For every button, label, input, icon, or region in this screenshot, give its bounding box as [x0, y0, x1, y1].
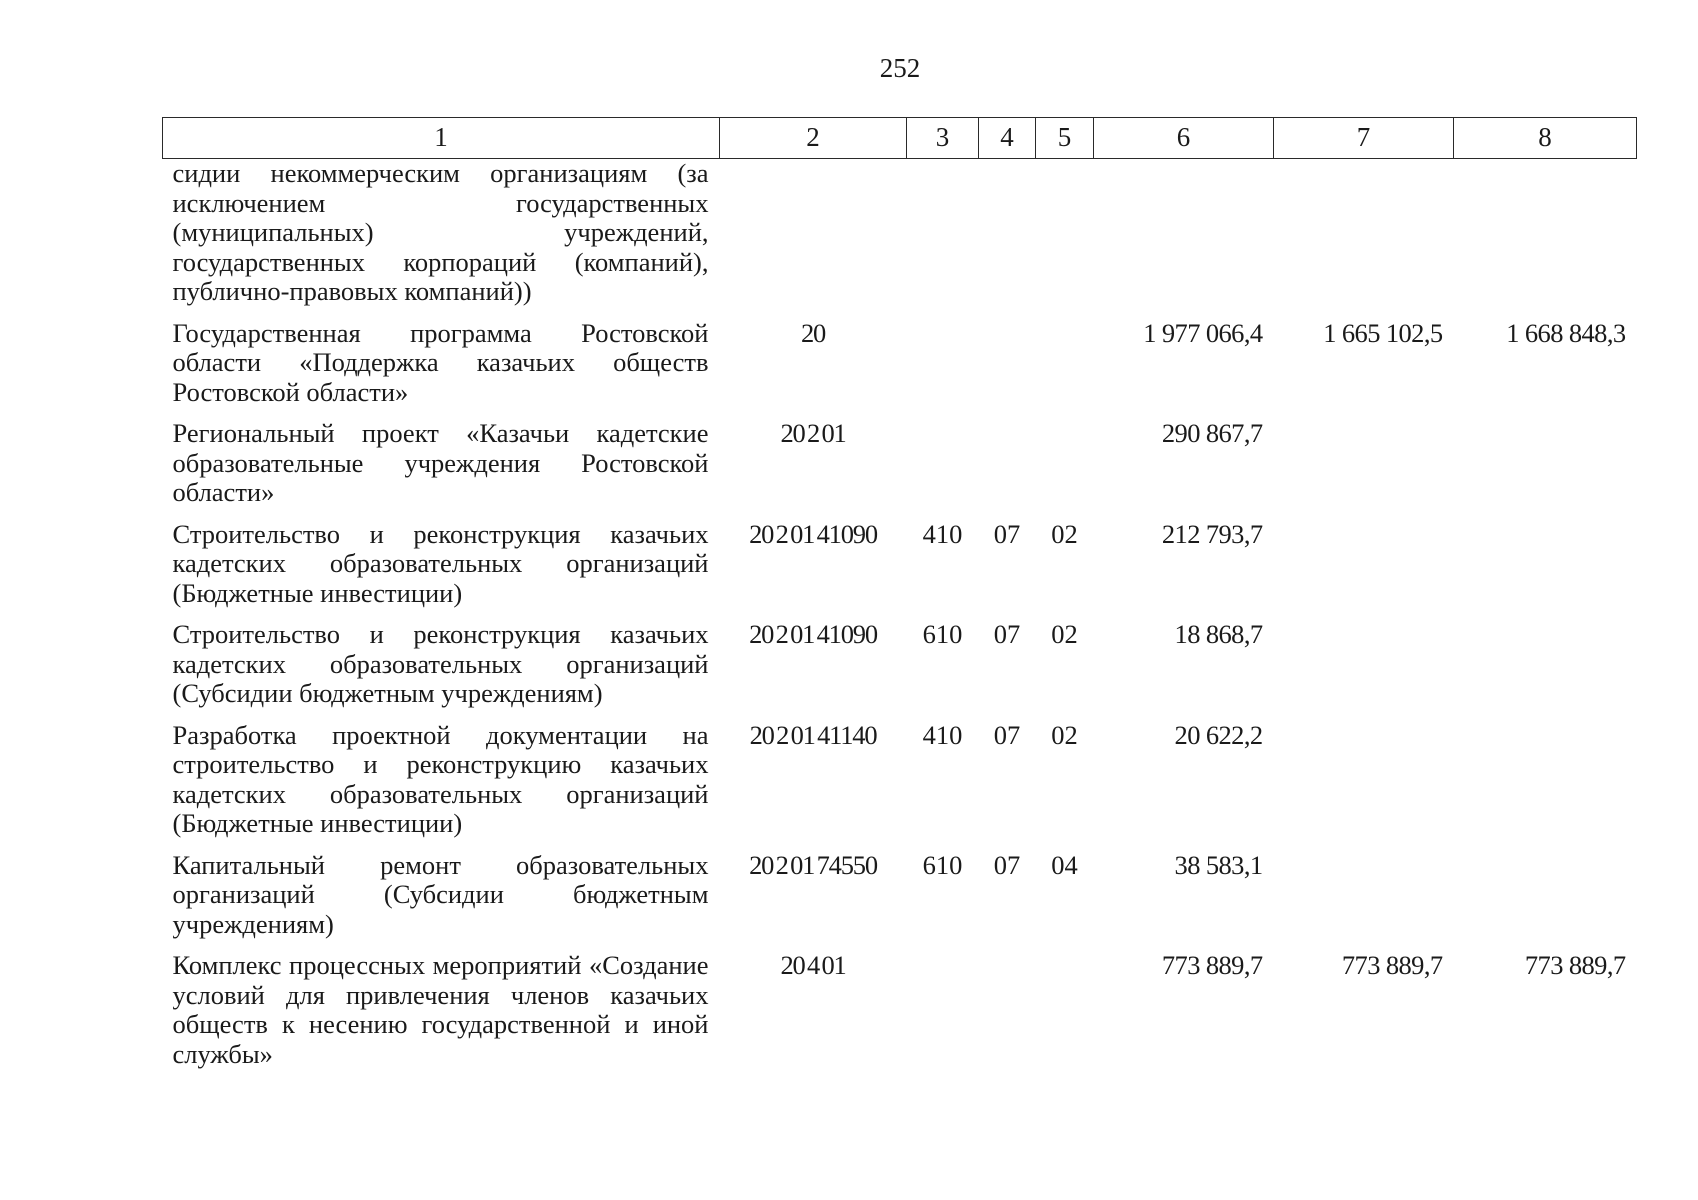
row-code: 20 — [800, 317, 826, 348]
row-col-3: 610 — [922, 619, 963, 649]
table-row — [163, 620, 1637, 721]
row-col-6: 38 583,1 — [1174, 849, 1263, 880]
row-col-5 — [1036, 951, 1094, 1081]
row-code: 20 2 01 41140 — [749, 719, 877, 750]
row-col-3 — [907, 319, 979, 420]
budget-table — [162, 117, 1637, 1081]
row-name: Государственная программа Ростовской области «Поддержка казачьих обществ Ростовской области» — [172, 317, 709, 407]
row-col-3 — [907, 951, 979, 1081]
row-name: Строительство и реконструкция казачьих кадетских образовательных организаций (Субсидии бюджетным учреждениям) — [172, 619, 709, 708]
row-col-5 — [1036, 159, 1094, 319]
row-col-3 — [907, 159, 979, 319]
column-header-4: 4 — [979, 118, 1036, 159]
column-header-7: 7 — [1274, 118, 1454, 159]
column-header-1: 1 — [163, 118, 720, 159]
table-row — [163, 721, 1637, 851]
row-col-8 — [1454, 851, 1637, 952]
row-col-4: 07 — [993, 518, 1021, 549]
row-col-4: 07 — [993, 719, 1021, 750]
row-col-6: 20 622,2 — [1174, 719, 1263, 750]
row-col-3 — [907, 419, 979, 520]
table-row — [163, 951, 1637, 1081]
row-col-8 — [1454, 520, 1637, 621]
row-code: 20 2 01 41090 — [749, 518, 877, 549]
row-col-7: 773 889,7 — [1341, 950, 1443, 980]
row-col-4 — [979, 951, 1036, 1081]
row-col-6 — [1094, 159, 1274, 319]
row-col-6: 18 868,7 — [1174, 619, 1263, 649]
row-col-4: 07 — [993, 619, 1021, 649]
column-number-header-row — [163, 118, 1637, 159]
row-col-8: 773 889,7 — [1524, 950, 1626, 980]
row-col-4: 07 — [993, 849, 1021, 880]
row-col-7 — [1274, 159, 1454, 319]
row-col-5: 04 — [1051, 849, 1078, 880]
row-col-6: 1 977 066,4 — [1143, 317, 1263, 348]
row-col-8 — [1454, 620, 1637, 721]
row-col-7 — [1274, 520, 1454, 621]
row-col-4 — [979, 159, 1036, 319]
table-row — [163, 159, 1637, 319]
row-col-8 — [1454, 419, 1637, 520]
row-code: 20 2 01 41090 — [749, 619, 877, 649]
table-row — [163, 851, 1637, 952]
row-col-4 — [979, 319, 1036, 420]
row-col-5: 02 — [1051, 619, 1078, 649]
row-name: Строительство и реконструкция казачьих кадетских образовательных организаций (Бюджетные инвестиции) — [172, 518, 709, 608]
row-code — [720, 159, 907, 319]
table-row — [163, 419, 1637, 520]
row-col-6: 212 793,7 — [1161, 518, 1263, 549]
row-col-7 — [1274, 851, 1454, 952]
row-col-5: 02 — [1051, 719, 1078, 750]
column-header-2: 2 — [720, 118, 907, 159]
page-number: 252 — [879, 53, 921, 83]
row-col-8 — [1454, 159, 1637, 319]
row-col-5 — [1036, 319, 1094, 420]
row-col-8 — [1454, 721, 1637, 851]
row-col-7 — [1274, 620, 1454, 721]
row-code: 20 2 01 — [780, 418, 846, 448]
row-col-7 — [1274, 419, 1454, 520]
row-col-3: 610 — [922, 849, 963, 880]
row-col-6: 773 889,7 — [1161, 950, 1263, 980]
row-code: 20 4 01 — [780, 950, 846, 980]
row-col-5: 02 — [1051, 518, 1078, 549]
table-row — [163, 319, 1637, 420]
row-code: 20 2 01 74550 — [749, 849, 877, 880]
row-name: Разработка проектной документации на строительство и реконструкцию казачьих кадетских образовательных организаций (Бюджетные инвестиции) — [172, 719, 709, 838]
column-header-5: 5 — [1036, 118, 1094, 159]
column-header-8: 8 — [1454, 118, 1637, 159]
row-col-6: 290 867,7 — [1161, 418, 1263, 448]
row-col-7: 1 665 102,5 — [1323, 317, 1443, 348]
table-row — [163, 520, 1637, 621]
column-header-6: 6 — [1094, 118, 1274, 159]
row-name: Региональный проект «Казачьи кадетские образовательные учреждения Ростовской области» — [172, 418, 709, 507]
row-name: Капитальный ремонт образовательных организаций (Субсидии бюджетным учреждениям) — [172, 849, 709, 939]
row-col-4 — [979, 419, 1036, 520]
row-col-7 — [1274, 721, 1454, 851]
row-name: сидии некоммерческим организациям (за исключением государственных (муниципальных) учреждений, государственных корпораций (компаний), публично-правовых компаний)) — [172, 158, 709, 306]
row-col-8: 1 668 848,3 — [1506, 317, 1626, 348]
row-col-3: 410 — [922, 719, 963, 750]
row-name: Комплекс процессных мероприятий «Создание условий для привлечения членов казачьих обществ к несению государственной и иной службы» — [172, 950, 709, 1069]
column-header-3: 3 — [907, 118, 979, 159]
row-col-3: 410 — [922, 518, 963, 549]
row-col-5 — [1036, 419, 1094, 520]
